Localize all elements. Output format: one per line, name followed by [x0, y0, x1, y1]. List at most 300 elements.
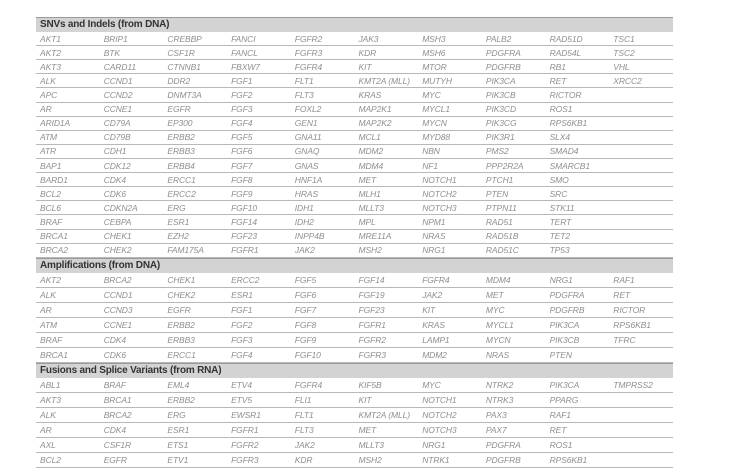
gene-cell: SMARCB1 [549, 160, 590, 171]
gene-cell: FGF2 [231, 89, 253, 100]
table-row [36, 46, 673, 60]
gene-cell: ALK [40, 75, 56, 86]
gene-cell: FGF1 [231, 304, 253, 315]
table-row [36, 408, 673, 423]
gene-cell: FLI1 [294, 394, 312, 405]
gene-cell: MYC [422, 89, 441, 100]
gene-cell: PDGFRA [549, 289, 585, 300]
gene-cell: FGFR2 [231, 439, 259, 450]
table-row [36, 393, 673, 408]
gene-cell: KRAS [358, 89, 382, 100]
gene-cell: MSH2 [358, 454, 382, 465]
gene-table-fusions-splice-variants [36, 378, 673, 468]
gene-cell: PIK3CB [485, 89, 516, 100]
gene-cell: NTRK2 [485, 379, 514, 390]
gene-cell: EWSR1 [231, 409, 261, 420]
gene-cell: JAK3 [358, 33, 379, 44]
gene-cell: NRG1 [422, 245, 446, 256]
gene-cell: FGF2 [231, 319, 253, 330]
gene-cell: ETV4 [231, 379, 252, 390]
gene-cell: PDGFRB [485, 454, 521, 465]
gene-cell: EML4 [167, 379, 190, 390]
gene-cell: CCND1 [103, 75, 133, 86]
gene-cell: RAD54L [549, 47, 582, 58]
gene-cell: BTK [103, 47, 120, 58]
gene-cell: PMS2 [485, 146, 509, 157]
gene-cell: BCL6 [40, 202, 61, 213]
gene-cell: FGF9 [231, 188, 253, 199]
gene-cell: MDM2 [422, 349, 447, 360]
gene-cell: BRCA1 [103, 394, 132, 405]
gene-cell: GNAQ [294, 146, 320, 157]
gene-cell: PALB2 [485, 33, 512, 44]
table-row [36, 173, 673, 187]
table-row [36, 215, 673, 229]
gene-cell: CDKN2A [103, 202, 138, 213]
gene-cell: ERBB4 [167, 160, 195, 171]
gene-cell: KRAS [422, 319, 445, 330]
gene-cell: ESR1 [231, 289, 253, 300]
gene-cell: SMAD4 [549, 146, 579, 157]
gene-cell: PTPN11 [485, 202, 517, 213]
gene-cell: JAK2 [422, 289, 443, 300]
gene-cell: RB1 [549, 61, 566, 72]
table-row [36, 74, 673, 88]
gene-cell: MYCL1 [485, 319, 514, 330]
gene-cell: EP300 [167, 118, 193, 129]
table-row [36, 201, 673, 215]
gene-cell: CCNE1 [103, 104, 132, 115]
gene-cell: CCND3 [103, 304, 133, 315]
gene-cell: AR [40, 304, 52, 315]
gene-cell: TFRC [613, 334, 636, 345]
gene-cell: RAD51 [485, 216, 513, 227]
gene-cell: MUTYH [422, 75, 452, 86]
gene-cell: MSH6 [422, 47, 446, 58]
gene-cell: CEBPA [103, 216, 132, 227]
gene-cell: BCL2 [40, 454, 61, 465]
gene-cell: MTOR [422, 61, 447, 72]
gene-cell: RAD51C [485, 245, 519, 256]
gene-cell: RICTOR [549, 89, 582, 100]
section-fusions-splice-variants [36, 363, 673, 468]
gene-cell: INPP4B [294, 231, 325, 242]
gene-cell: RAF1 [549, 409, 571, 420]
gene-cell: RAD51B [485, 231, 519, 242]
gene-cell: CHEK1 [103, 231, 132, 242]
gene-cell: FGF6 [294, 289, 317, 300]
gene-cell: IDH1 [294, 202, 314, 213]
gene-cell: PIK3CD [485, 104, 516, 115]
gene-cell: BRCA1 [40, 349, 68, 360]
gene-cell: PAX3 [485, 409, 507, 420]
table-row [36, 453, 673, 468]
gene-cell: ERCC2 [167, 188, 196, 199]
gene-cell: TSC2 [613, 47, 635, 58]
gene-cell: RAD51D [549, 33, 583, 44]
gene-cell: FGF5 [231, 132, 253, 143]
gene-cell: ESR1 [167, 424, 190, 435]
gene-cell: JAK2 [294, 439, 315, 450]
gene-cell: HRAS [294, 188, 319, 199]
section-header-fusions-splice-variants: Fusions and Splice Variants (from RNA) [36, 363, 673, 378]
gene-cell: KIT [422, 304, 436, 315]
gene-cell: PDGFRB [485, 61, 521, 72]
gene-cell: NTRK1 [422, 454, 450, 465]
gene-cell: DDR2 [167, 75, 191, 86]
gene-cell: FGFR4 [294, 61, 323, 72]
gene-cell: TET2 [549, 231, 570, 242]
gene-cell: CSF1R [167, 47, 195, 58]
gene-cell: KDR [294, 454, 313, 465]
gene-cell: NOTCH3 [422, 424, 457, 435]
gene-cell: ATR [40, 146, 57, 157]
gene-cell: ABL1 [40, 379, 61, 390]
gene-cell: KIT [358, 61, 372, 72]
gene-cell: FBXW7 [231, 61, 260, 72]
gene-cell: NBN [422, 146, 440, 157]
gene-cell: CSF1R [103, 439, 132, 450]
gene-cell: NPM1 [422, 216, 446, 227]
gene-cell: SRC [549, 188, 568, 199]
gene-cell: NF1 [422, 160, 438, 171]
gene-cell: FGF19 [358, 289, 385, 300]
table-row [36, 230, 673, 244]
table-row [36, 378, 673, 393]
gene-cell: FGF4 [231, 349, 253, 360]
gene-cell: ERCC2 [231, 274, 260, 285]
gene-cell: FGF3 [231, 334, 253, 345]
gene-cell: MSH3 [422, 33, 446, 44]
gene-cell: SMO [549, 174, 569, 185]
gene-cell: FGF8 [231, 174, 253, 185]
gene-cell: NOTCH3 [422, 202, 457, 213]
gene-cell: RICTOR [613, 304, 646, 315]
gene-cell: APC [40, 89, 58, 100]
gene-cell: PIK3CA [549, 319, 580, 330]
gene-cell: CDH1 [103, 146, 127, 157]
table-row [36, 159, 673, 173]
gene-cell: CTNNB1 [167, 61, 201, 72]
gene-cell: MPL [358, 216, 376, 227]
gene-cell: CD79B [103, 132, 131, 143]
gene-cell: ERBB2 [167, 132, 195, 143]
table-row [36, 32, 673, 46]
gene-cell: CD79A [103, 118, 131, 129]
gene-cell: MYCL1 [422, 104, 451, 115]
gene-cell: NOTCH2 [422, 409, 457, 420]
gene-cell: RET [549, 424, 567, 435]
gene-cell: BRCA2 [103, 274, 132, 285]
gene-cell: STK11 [549, 202, 575, 213]
gene-cell: ERCC1 [167, 174, 196, 185]
gene-cell: CREBBP [167, 33, 202, 44]
gene-cell: AXL [40, 439, 56, 450]
gene-cell: EGFR [167, 104, 191, 115]
gene-cell: RPS6KB1 [549, 118, 588, 129]
gene-cell: FLT1 [294, 75, 314, 86]
gene-cell: CARD11 [103, 61, 136, 72]
gene-cell: FGFR3 [231, 454, 259, 465]
gene-cell: MYCN [422, 118, 447, 129]
gene-cell: ERG [167, 409, 186, 420]
gene-cell: FGF10 [294, 349, 321, 360]
gene-cell: ROS1 [549, 439, 573, 450]
gene-cell: SLX4 [549, 132, 570, 143]
table-row [36, 423, 673, 438]
gene-cell: CDK4 [103, 174, 126, 185]
gene-cell: AKT1 [40, 33, 61, 44]
table-row [36, 333, 673, 348]
gene-cell: FGF7 [231, 160, 253, 171]
gene-cell: XRCC2 [613, 75, 642, 86]
gene-cell: BRIP1 [103, 33, 128, 44]
gene-cell: MYC [422, 379, 441, 390]
gene-cell: KMT2A (MLL) [358, 75, 410, 86]
gene-cell: ERBB3 [167, 334, 195, 345]
gene-cell: KIF5B [358, 379, 382, 390]
gene-cell: PDGFRA [485, 439, 521, 450]
gene-cell: BRAF [40, 216, 63, 227]
gene-cell: FGF4 [231, 118, 253, 129]
gene-cell: BRCA1 [40, 231, 68, 242]
gene-cell: JAK2 [294, 245, 315, 256]
gene-cell: KDR [358, 47, 377, 58]
gene-cell: FGF8 [294, 319, 317, 330]
gene-cell: BRCA2 [103, 409, 132, 420]
gene-cell: AKT2 [40, 47, 61, 58]
gene-cell: PTCH1 [485, 174, 514, 185]
gene-cell: CCND2 [103, 89, 133, 100]
gene-cell: ALK [40, 289, 56, 300]
table-row [36, 60, 673, 74]
gene-cell: MSH2 [358, 245, 382, 256]
gene-cell: AKT3 [40, 61, 61, 72]
section-snvs-indels [36, 17, 673, 258]
section-header-snvs-indels: SNVs and Indels (from DNA) [36, 17, 673, 32]
gene-cell: FGFR2 [294, 33, 323, 44]
gene-cell: PPARG [549, 394, 579, 405]
gene-cell: AKT2 [40, 274, 61, 285]
gene-cell: FGF5 [294, 274, 317, 285]
gene-table-snvs-indels [36, 32, 673, 258]
gene-cell: KIT [358, 394, 372, 405]
gene-cell: CHEK2 [103, 245, 132, 256]
gene-cell: RPS6KB1 [613, 319, 651, 330]
gene-cell: NRAS [485, 349, 510, 360]
gene-cell: NOTCH2 [422, 188, 457, 199]
gene-cell: CDK4 [103, 424, 126, 435]
gene-cell: PIK3CA [549, 379, 580, 390]
gene-cell: IDH2 [294, 216, 314, 227]
section-amplifications [36, 258, 673, 363]
gene-cell: CDK4 [103, 334, 126, 345]
table-row [36, 131, 673, 145]
gene-cell: HNF1A [294, 174, 323, 185]
gene-cell: CDK12 [103, 160, 131, 171]
gene-cell: BAP1 [40, 160, 62, 171]
gene-cell: NRAS [422, 231, 446, 242]
gene-cell: FGFR2 [358, 334, 386, 345]
gene-cell: FLT1 [294, 409, 314, 420]
gene-cell: MET [358, 174, 377, 185]
gene-cell: CDK6 [103, 349, 126, 360]
gene-cell: NOTCH1 [422, 174, 457, 185]
gene-cell: MLLT3 [358, 202, 384, 213]
gene-cell: MYD88 [422, 132, 451, 143]
table-row [36, 303, 673, 318]
gene-cell: ERCC1 [167, 349, 196, 360]
gene-cell: EGFR [103, 454, 127, 465]
gene-cell: FGF14 [358, 274, 385, 285]
gene-cell: FLT3 [294, 424, 314, 435]
gene-cell: GEN1 [294, 118, 318, 129]
gene-cell: TERT [549, 216, 572, 227]
gene-cell: BARD1 [40, 174, 68, 185]
gene-cell: ERG [167, 202, 186, 213]
gene-cell: CHEK2 [167, 289, 196, 300]
gene-cell: EZH2 [167, 231, 189, 242]
table-row [36, 244, 673, 258]
gene-cell: RAF1 [613, 274, 635, 285]
gene-cell: ROS1 [549, 104, 573, 115]
gene-cell: FGFR4 [294, 379, 323, 390]
gene-cell: RET [549, 75, 567, 86]
gene-panel [36, 17, 673, 468]
gene-cell: FGF10 [231, 202, 258, 213]
gene-cell: NTRK3 [485, 394, 514, 405]
table-row [36, 438, 673, 453]
gene-cell: ATM [40, 319, 58, 330]
gene-cell: FOXL2 [294, 104, 322, 115]
gene-cell: MET [358, 424, 377, 435]
gene-cell: MLLT3 [358, 439, 384, 450]
gene-cell: ETS1 [167, 439, 189, 450]
gene-cell: PAX7 [485, 424, 507, 435]
gene-cell: ATM [40, 132, 58, 143]
gene-cell: BRCA2 [40, 245, 68, 256]
gene-cell: FGFR4 [422, 274, 450, 285]
gene-cell: ETV1 [167, 454, 189, 465]
gene-cell: BCL2 [40, 188, 61, 199]
gene-cell: DNMT3A [167, 89, 202, 100]
gene-cell: NRG1 [422, 439, 446, 450]
gene-cell: FGF3 [231, 104, 253, 115]
gene-cell: PTEN [485, 188, 509, 199]
gene-cell: FGF9 [294, 334, 317, 345]
gene-cell: ERBB2 [167, 319, 195, 330]
section-header-amplifications: Amplifications (from DNA) [36, 258, 673, 273]
gene-cell: FGF7 [294, 304, 317, 315]
table-row [36, 145, 673, 159]
table-row [36, 117, 673, 131]
gene-cell: PIK3CB [549, 334, 580, 345]
gene-cell: FLT3 [294, 89, 314, 100]
gene-cell: KMT2A (MLL) [358, 409, 410, 420]
gene-cell: FAM175A [167, 245, 204, 256]
gene-cell: CCNE1 [103, 319, 132, 330]
gene-cell: ERBB3 [167, 146, 195, 157]
table-row [36, 273, 673, 288]
gene-cell: PDGFRA [485, 47, 521, 58]
gene-cell: CHEK1 [167, 274, 196, 285]
gene-table-amplifications [36, 273, 673, 363]
gene-cell: MAP2K2 [358, 118, 392, 129]
gene-cell: CDK6 [103, 188, 126, 199]
gene-cell: CCND1 [103, 289, 133, 300]
gene-cell: MAP2K1 [358, 104, 392, 115]
table-row [36, 318, 673, 333]
gene-cell: PIK3CA [485, 75, 516, 86]
gene-cell: FGFR3 [294, 47, 323, 58]
gene-cell: BRAF [40, 334, 63, 345]
gene-cell: MCL1 [358, 132, 381, 143]
gene-cell: TSC1 [613, 33, 635, 44]
gene-cell: ALK [40, 409, 56, 420]
gene-cell: MDM2 [358, 146, 384, 157]
gene-cell: MET [485, 289, 504, 300]
gene-cell: AR [40, 104, 52, 115]
gene-cell: ESR1 [167, 216, 190, 227]
gene-cell: NOTCH1 [422, 394, 457, 405]
gene-cell: GNA11 [294, 132, 322, 143]
gene-cell: AKT3 [40, 394, 61, 405]
table-row [36, 348, 673, 363]
gene-cell: FGF1 [231, 75, 253, 86]
gene-cell: MDM4 [485, 274, 511, 285]
gene-cell: ARID1A [40, 118, 71, 129]
table-row [36, 187, 673, 201]
gene-cell: FGF23 [358, 304, 385, 315]
gene-cell: PIK3CG [485, 118, 517, 129]
gene-cell: MDM4 [358, 160, 384, 171]
gene-cell: MYCN [485, 334, 511, 345]
gene-cell: FGF6 [231, 146, 253, 157]
gene-cell: VHL [613, 61, 630, 72]
gene-cell: MRE11A [358, 231, 392, 242]
gene-cell: BRAF [103, 379, 126, 390]
table-row [36, 88, 673, 102]
gene-cell: ERBB2 [167, 394, 195, 405]
gene-cell: PIK3R1 [485, 132, 515, 143]
gene-cell: TP53 [549, 245, 570, 256]
gene-cell: MYC [485, 304, 505, 315]
gene-cell: FGFR3 [358, 349, 386, 360]
table-row [36, 103, 673, 117]
gene-cell: LAMP1 [422, 334, 450, 345]
gene-cell: FANCI [231, 33, 256, 44]
gene-cell: MLH1 [358, 188, 381, 199]
gene-cell: RET [613, 289, 630, 300]
gene-cell: ETV5 [231, 394, 252, 405]
gene-cell: AR [40, 424, 52, 435]
gene-cell: NRG1 [549, 274, 573, 285]
gene-cell: PTEN [549, 349, 572, 360]
gene-cell: EGFR [167, 304, 191, 315]
gene-cell: TMPRSS2 [613, 379, 653, 390]
gene-cell: RPS6KB1 [549, 454, 588, 465]
gene-cell: FANCL [231, 47, 258, 58]
table-row [36, 288, 673, 303]
gene-cell: FGFR1 [231, 424, 259, 435]
gene-cell: FGF23 [231, 231, 258, 242]
gene-cell: PDGFRB [549, 304, 585, 315]
gene-cell: FGF14 [231, 216, 258, 227]
gene-cell: FGFR1 [358, 319, 386, 330]
gene-cell: GNAS [294, 160, 319, 171]
gene-cell: PPP2R2A [485, 160, 524, 171]
gene-cell: FGFR1 [231, 245, 259, 256]
